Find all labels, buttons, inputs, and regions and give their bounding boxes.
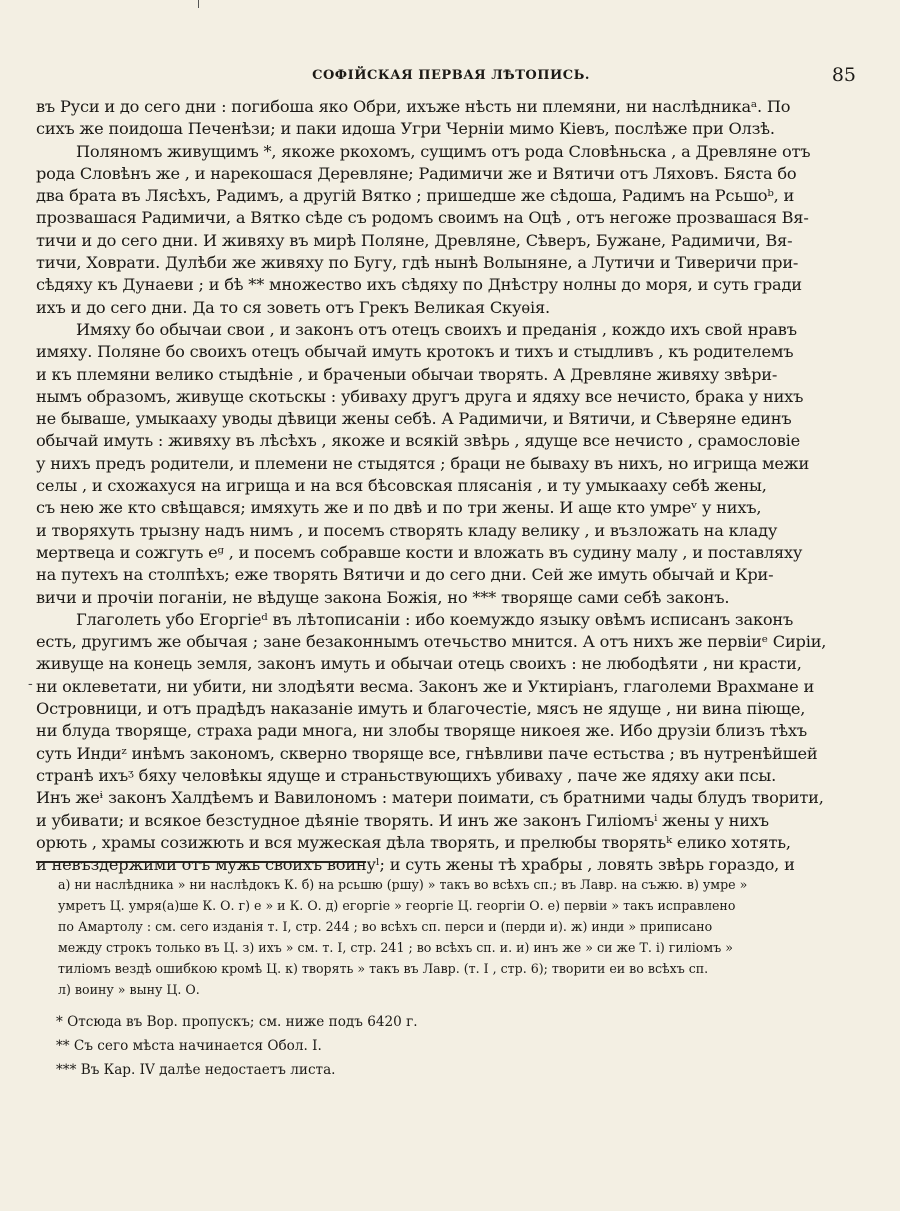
page-header [36,62,866,88]
text-line: есть, другимъ же обычая ; зане безаконнымъ отечьство мнится. А отъ нихъ же первіиᵉ Сиріи, [36,632,827,652]
text-line: сихъ же поидоша Печенѣзи; и паки идоша Угри Черніи мимо Кіевъ, послѣже при Олзѣ. [36,119,775,139]
text-line: мертвеца и сожгуть еᵍ , и посемъ собравше кости и вложать въ судину малу , и поставляху [36,542,803,562]
text-line: два брата въ Лясѣхъ, Радимъ, а другій Вятко ; пришедше же сѣдоша, Радимъ на Рсьшоᵇ, и [36,186,795,206]
text-line: странѣ ихъᶾ бяху человѣкы ядуще и страньствующихъ убиваху , паче же ядяху аки псы. [36,765,777,785]
text-line: имяху. Поляне бо своихъ отецъ обычай имуть кротокъ и тихъ и стыдливъ , къ родителемъ [36,342,794,362]
page-number: 85 [831,64,856,86]
text-line: Островници, и отъ прадѣдъ наказаніе имуть и благочестіе, мясъ не ядуще , ни вина піюще, [36,699,806,719]
text-line: ихъ и до сего дни. Да то ся зоветь отъ Грекъ Великая Скуѳія. [36,297,550,317]
footnote-line: между строкъ только въ Ц. з) ихъ » см. т. I, стр. 241 ; во всѣхъ сп. и. и) инъ же » си же Т. і) гиліомъ » [58,940,733,955]
text-line: суть Индиᶻ инѣмъ закономъ, скверно творяще все, гнѣвливи паче естьства ; въ нутренѣйшей [36,743,818,763]
text-line: Инъ жеᶤ законъ Халдѣемъ и Вавилономъ : матери поимати, съ братними чады блудъ творити, [36,788,824,808]
variant-footnotes [58,874,878,1000]
text-line: и убивати; и всякое безстудное дѣяніе творять. И инъ же законъ Гиліомъⁱ жены у нихъ [36,810,769,830]
text-line: Имяху бо обычаи свои , и законъ отъ отецъ своихъ и преданія , кождо ихъ свой нравъ [76,319,797,339]
margin-mark: - [28,676,33,692]
text-line: у нихъ предъ родители, и племени не стыдятся ; браци не бываху въ нихъ, но игрища межи [36,453,810,473]
text-line: сѣдяху къ Дунаеви ; и бѣ ** множество ихъ сѣдяху по Днѣстру нолны до моря, и суть гради [36,275,802,295]
main-text [36,96,866,876]
text-line: нымъ образомъ, живуще скотьскы : убиваху другъ друга и ядяху все нечисто, брака у нихъ [36,386,804,406]
text-line: вичи и прочіи поганіи, не вѣдуще закона Божія, но *** творяще сами себѣ законъ. [36,587,730,607]
note-line: * Отсюда въ Вор. пропускъ; см. ниже подъ 6420 г. [56,1014,418,1030]
footnote-line: а) ни наслѣдника » ни наслѣдокъ К. б) на рсьшю (ршу) » такъ во всѣхъ сп.; въ Лавр. на съжю. в) умре » [58,877,748,892]
text-line: орють , храмы созижють и вся мужеская дѣла творять, и прелюбы творятьᵏ елико хотять, [36,832,791,852]
note-line: *** Въ Кар. IV далѣе недостаетъ листа. [56,1062,336,1078]
running-title: СОФІЙСКАЯ ПЕРВАЯ ЛѢТОПИСЬ. [312,68,590,83]
text-line: живуще на конець земля, законъ имуть и обычаи отець своихъ : не любодѣяти , ни красти, [36,654,802,674]
text-line: и невъздержими отъ мужь своихъ воинуˡ; и суть жены тѣ храбры , ловять звѣрь гораздо, и [36,855,795,875]
text-line: обычай имуть : живяху въ лѣсѣхъ , якоже и всякій звѣрь , ядуще все нечисто , срамословіе [36,431,800,451]
text-line: на путехъ на столпѣхъ; еже творять Вятичи и до сего дни. Сей же имуть обычай и Кри- [36,565,774,585]
text-line: Глаголеть убо Егоргіеᵈ въ лѣтописаніи : ибо коемуждо языку овѣмъ исписанъ законъ [76,609,794,629]
text-line: ни оклеветати, ни убити, ни злодѣяти весма. Законъ же и Уктиріанъ, глаголеми Врахмане и [36,676,815,696]
text-line: не бываше, умыкааху уводы дѣвици жены себѣ. А Радимичи, и Вятичи, и Сѣверяне единъ [36,409,792,429]
footnote-line: по Амартолу : см. сего изданія т. I, стр. 244 ; во всѣхъ сп. перси и (перди и). ж) инди » приписано [58,919,713,934]
text-line: въ Руси и до сего дни : погибоша яко Обри, ихъже нѣсть ни племяни, ни наслѣдникаᵃ. По [36,97,791,116]
text-line: селы , и схожахуся на игрища и на вся бѣсовская плясанія , и ту умыкааху себѣ жены, [36,476,767,496]
text-line: тичи, Ховрати. Дулѣби же живяху по Бугу, гдѣ нынѣ Волыняне, а Лутичи и Тиверичи при- [36,253,799,273]
text-line: ни блуда творяще, страха ради многа, ни злобы творяще никоея же. Ибо друзіи близъ тѣхъ [36,721,808,741]
top-edge-mark [198,0,199,8]
footnote-line: л) воину » выну Ц. О. [58,982,200,997]
footnote-line: тиліомъ вездѣ ошибкою кромѣ Ц. к) творять » такъ въ Лавр. (т. I , стр. 6); творити еи во всѣхъ сп. [58,961,709,976]
footnote-line: умретъ Ц. умря(а)ше К. О. г) е » и К. О. д) егоргіе » георгіе Ц. георгіи О. е) первіи » такъ исправлено [58,898,736,913]
note-line: ** Съ сего мѣста начинается Обол. I. [56,1038,322,1054]
text-line: съ нею же кто свѣщався; имяхуть же и по двѣ и по три жены. И аще кто умреᵛ у нихъ, [36,498,762,518]
text-line: и творяхуть трызну надъ нимъ , и посемъ створять кладу велику , и възложать на кладу [36,520,778,540]
text-line: Поляномъ живущимъ *, якоже ркохомъ, сущимъ отъ рода Словѣньска , а Древляне отъ [76,141,811,161]
text-line: прозвашася Радимичи, а Вятко сѣде съ родомъ своимъ на Оцѣ , отъ негоже прозвашася Вя- [36,208,809,228]
text-line: и къ племяни велико стыдѣніе , и браченыи обычаи творять. А Древляне живяху звѣри- [36,364,778,384]
text-line: тичи и до сего дни. И живяху въ мирѣ Поляне, Древляне, Сѣверъ, Бужане, Радимичи, Вя- [36,230,793,250]
text-line: рода Словѣнъ же , и нарекошася Деревляне; Радимичи же и Вятичи отъ Ляховъ. Бяста бо [36,163,797,183]
footnote-rule [36,861,366,863]
manuscript-notes [56,1010,876,1082]
